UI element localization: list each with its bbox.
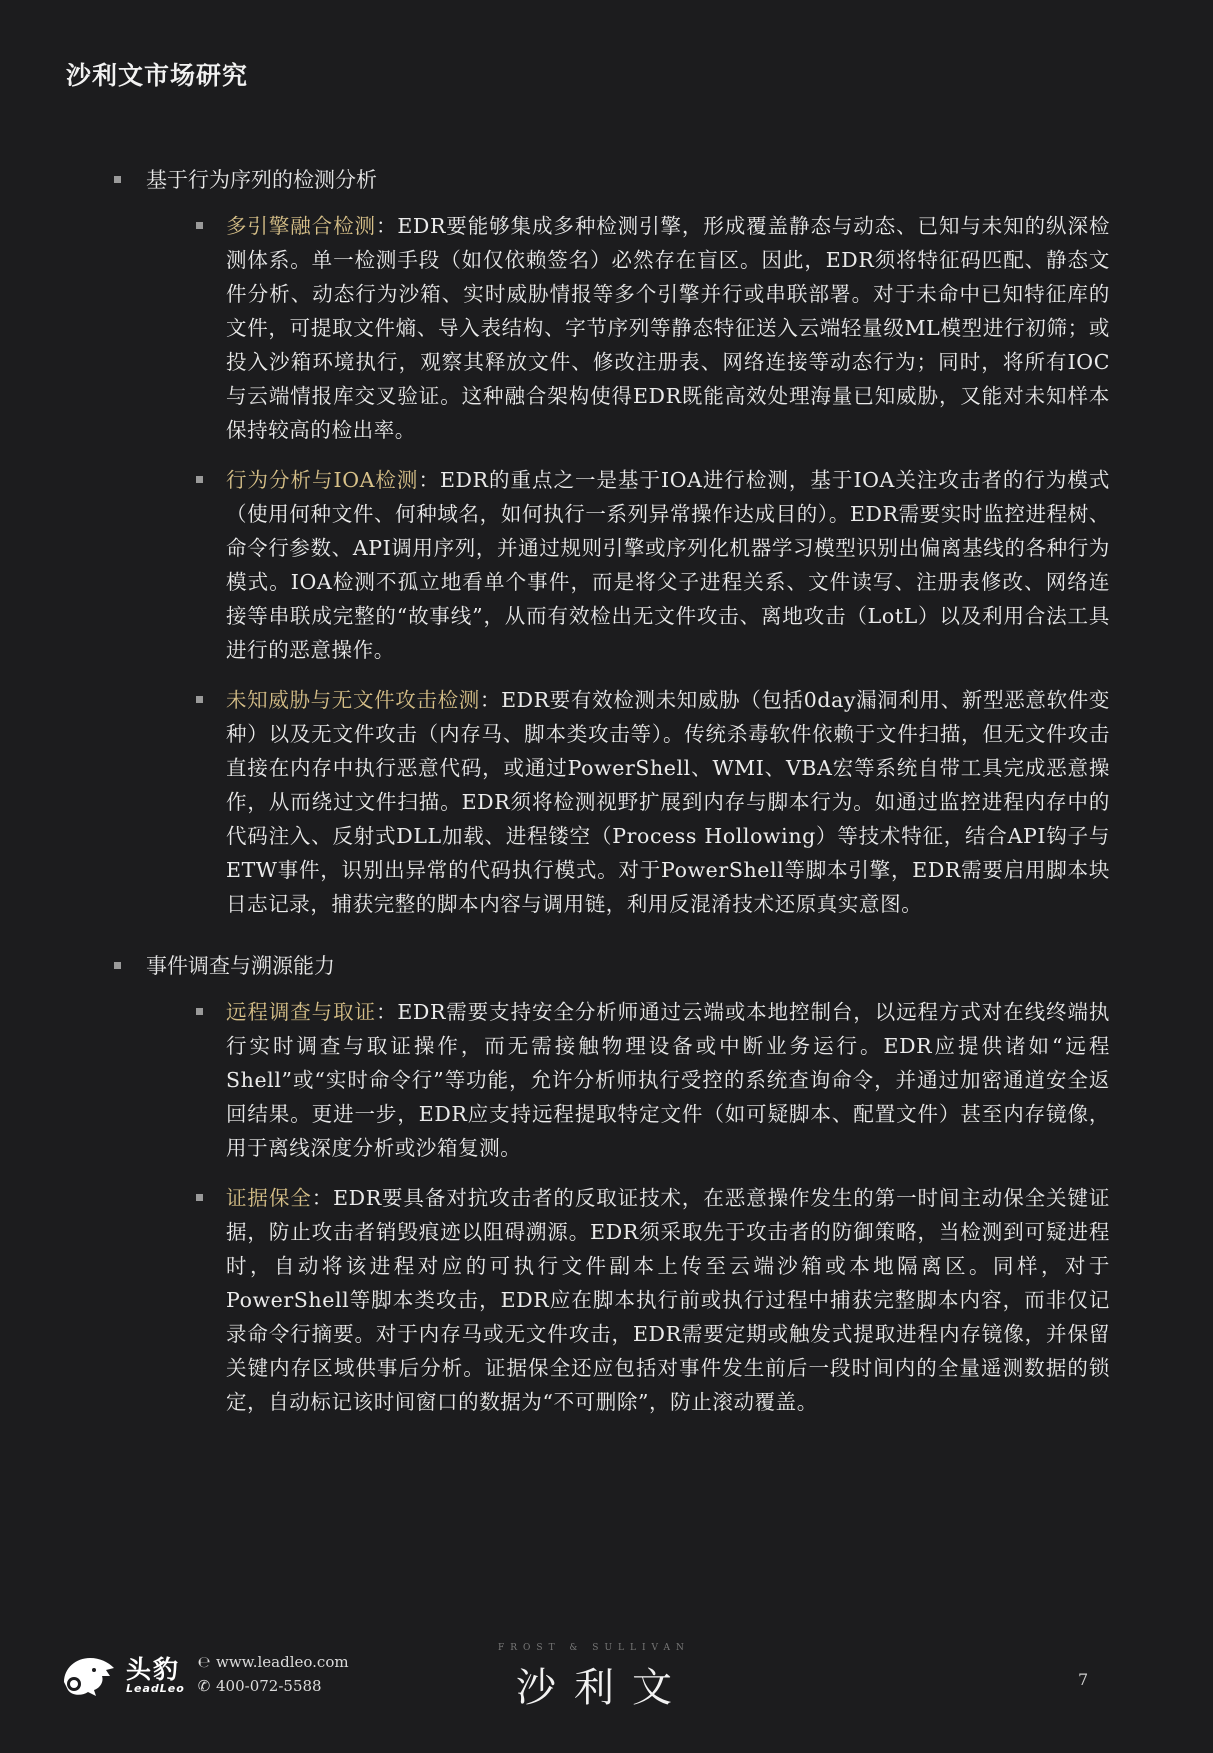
item-text: ：EDR要能够集成多种检测引擎，形成覆盖静态与动态、已知与未知的纵深检测体系。单一检测手段（如仅依赖签名）必然存在盲区。因此，EDR须将特征码匹配、静态文件分析、动态行为沙箱、实时威胁情报等多个引擎并行或串联部署。对于未命中已知特征库的文件，可提取文件熵、导入表结构、字节序列等静态特征送入云端轻量级ML模型进行初筛；或投入沙箱环境执行，观察其释放文件、修改注册表、网络连接等动态行为；同时，将所有IOC与云端情报库交叉验证。这种融合架构使得EDR既能高效处理海量已知威胁，又能对未知样本保持较高的检出率。 xyxy=(226,214,1110,442)
item-term: 行为分析与IOA检测 xyxy=(226,468,419,492)
page-footer xyxy=(0,1640,1213,1720)
section-heading xyxy=(110,163,1110,197)
sullivan-cn-logo: 沙利文 xyxy=(516,1665,690,1711)
page-header-title: 沙利文市场研究 xyxy=(66,61,249,90)
phone-icon: ✆ xyxy=(197,1677,211,1695)
square-bullet-icon xyxy=(114,962,121,969)
website-row xyxy=(196,1650,349,1674)
list-item xyxy=(110,995,1110,1165)
item-term: 多引擎融合检测 xyxy=(226,214,376,238)
main-content xyxy=(110,163,1110,1447)
square-bullet-icon xyxy=(196,222,203,229)
item-term: 未知威胁与无文件攻击检测 xyxy=(226,688,480,712)
item-text: ：EDR要具备对抗攻击者的反取证技术，在恶意操作发生的第一时间主动保全关键证据，防止攻击者销毁痕迹以阻碍溯源。EDR须采取先于攻击者的防御策略，当检测到可疑进程时，自动将该进程对应的可执行文件副本上传至云端沙箱或本地隔离区。同样，对于PowerShell等脚本类攻击，EDR应在脚本执行前或执行过程中捕获完整脚本内容，而非仅记录命令行摘要。对于内存马或无文件攻击，EDR需要定期或触发式提取进程内存镜像，并保留关键内存区域供事后分析。证据保全还应包括对事件发生前后一段时间内的全量遥测数据的锁定，自动标记该时间窗口的数据为“不可删除”，防止滚动覆盖。 xyxy=(226,1186,1110,1414)
square-bullet-icon xyxy=(196,1194,203,1201)
list-item xyxy=(110,683,1110,921)
square-bullet-icon xyxy=(196,1008,203,1015)
brand-name-en: LeadLeo xyxy=(126,1682,185,1695)
list-item xyxy=(110,463,1110,667)
paragraph xyxy=(226,463,1110,667)
section-investigation xyxy=(110,949,1110,1419)
contact-block xyxy=(196,1650,349,1698)
section-behavior-detection xyxy=(110,163,1110,921)
frost-sullivan-logo-text: FROST & SULLIVAN xyxy=(498,1643,690,1653)
web-e-icon: ℮ xyxy=(197,1653,211,1671)
square-bullet-icon xyxy=(114,176,121,183)
section-heading-text: 事件调查与溯源能力 xyxy=(146,954,335,978)
paragraph xyxy=(226,683,1110,921)
square-bullet-icon xyxy=(196,696,203,703)
square-bullet-icon xyxy=(196,476,203,483)
item-text: ：EDR需要支持安全分析师通过云端或本地控制台，以远程方式对在线终端执行实时调查与取证操作，而无需接触物理设备或中断业务运行。EDR应提供诸如“远程Shell”或“实时命令行”等功能，允许分析师执行受控的系统查询命令，并通过加密通道安全返回结果。更进一步，EDR应支持远程提取特定文件（如可疑脚本、配置文件）甚至内存镜像，用于离线深度分析或沙箱复测。 xyxy=(226,1000,1110,1160)
brand-block xyxy=(126,1650,185,1695)
list-item xyxy=(110,1181,1110,1419)
paragraph xyxy=(226,1181,1110,1419)
item-text: ：EDR要有效检测未知威胁（包括0day漏洞利用、新型恶意软件变种）以及无文件攻击（内存马、脚本类攻击等）。传统杀毒软件依赖于文件扫描，但无文件攻击直接在内存中执行恶意代码，或通过PowerShell、WMI、VBA宏等系统自带工具完成恶意操作，从而绕过文件扫描。EDR须将检测视野扩展到内存与脚本行为。如通过监控进程内存中的代码注入、反射式DLL加载、进程镂空（Process Hollowing）等技术特征，结合API钩子与ETW事件，识别出异常的代码执行模式。对于PowerShell等脚本引擎，EDR需要启用脚本块日志记录，捕获完整的脚本内容与调用链，利用反混淆技术还原真实意图。 xyxy=(226,688,1110,916)
section-heading-text: 基于行为序列的检测分析 xyxy=(146,168,377,192)
item-text: ：EDR的重点之一是基于IOA进行检测，基于IOA关注攻击者的行为模式（使用何种文件、何种域名，如何执行一系列异常操作达成目的）。EDR需要实时监控进程树、命令行参数、API调用序列，并通过规则引擎或序列化机器学习模型识别出偏离基线的各种行为模式。IOA检测不孤立地看单个事件，而是将父子进程关系、文件读写、注册表修改、网络连接等串联成完整的“故事线”，从而有效检出无文件攻击、离地攻击（LotL）以及利用合法工具进行的恶意操作。 xyxy=(226,468,1110,662)
item-term: 证据保全 xyxy=(226,1186,312,1210)
phone-number: 400-072-5588 xyxy=(216,1677,322,1695)
section-heading xyxy=(110,949,1110,983)
paragraph xyxy=(226,209,1110,447)
page-number: 7 xyxy=(1078,1670,1089,1689)
paragraph xyxy=(226,995,1110,1165)
item-term: 远程调查与取证 xyxy=(226,1000,376,1024)
brand-name-cn: 头豹 xyxy=(126,1655,181,1684)
list-item xyxy=(110,209,1110,447)
leopard-logo-icon xyxy=(60,1652,116,1698)
website-link[interactable]: www.leadleo.com xyxy=(216,1653,349,1671)
phone-row xyxy=(196,1674,349,1698)
